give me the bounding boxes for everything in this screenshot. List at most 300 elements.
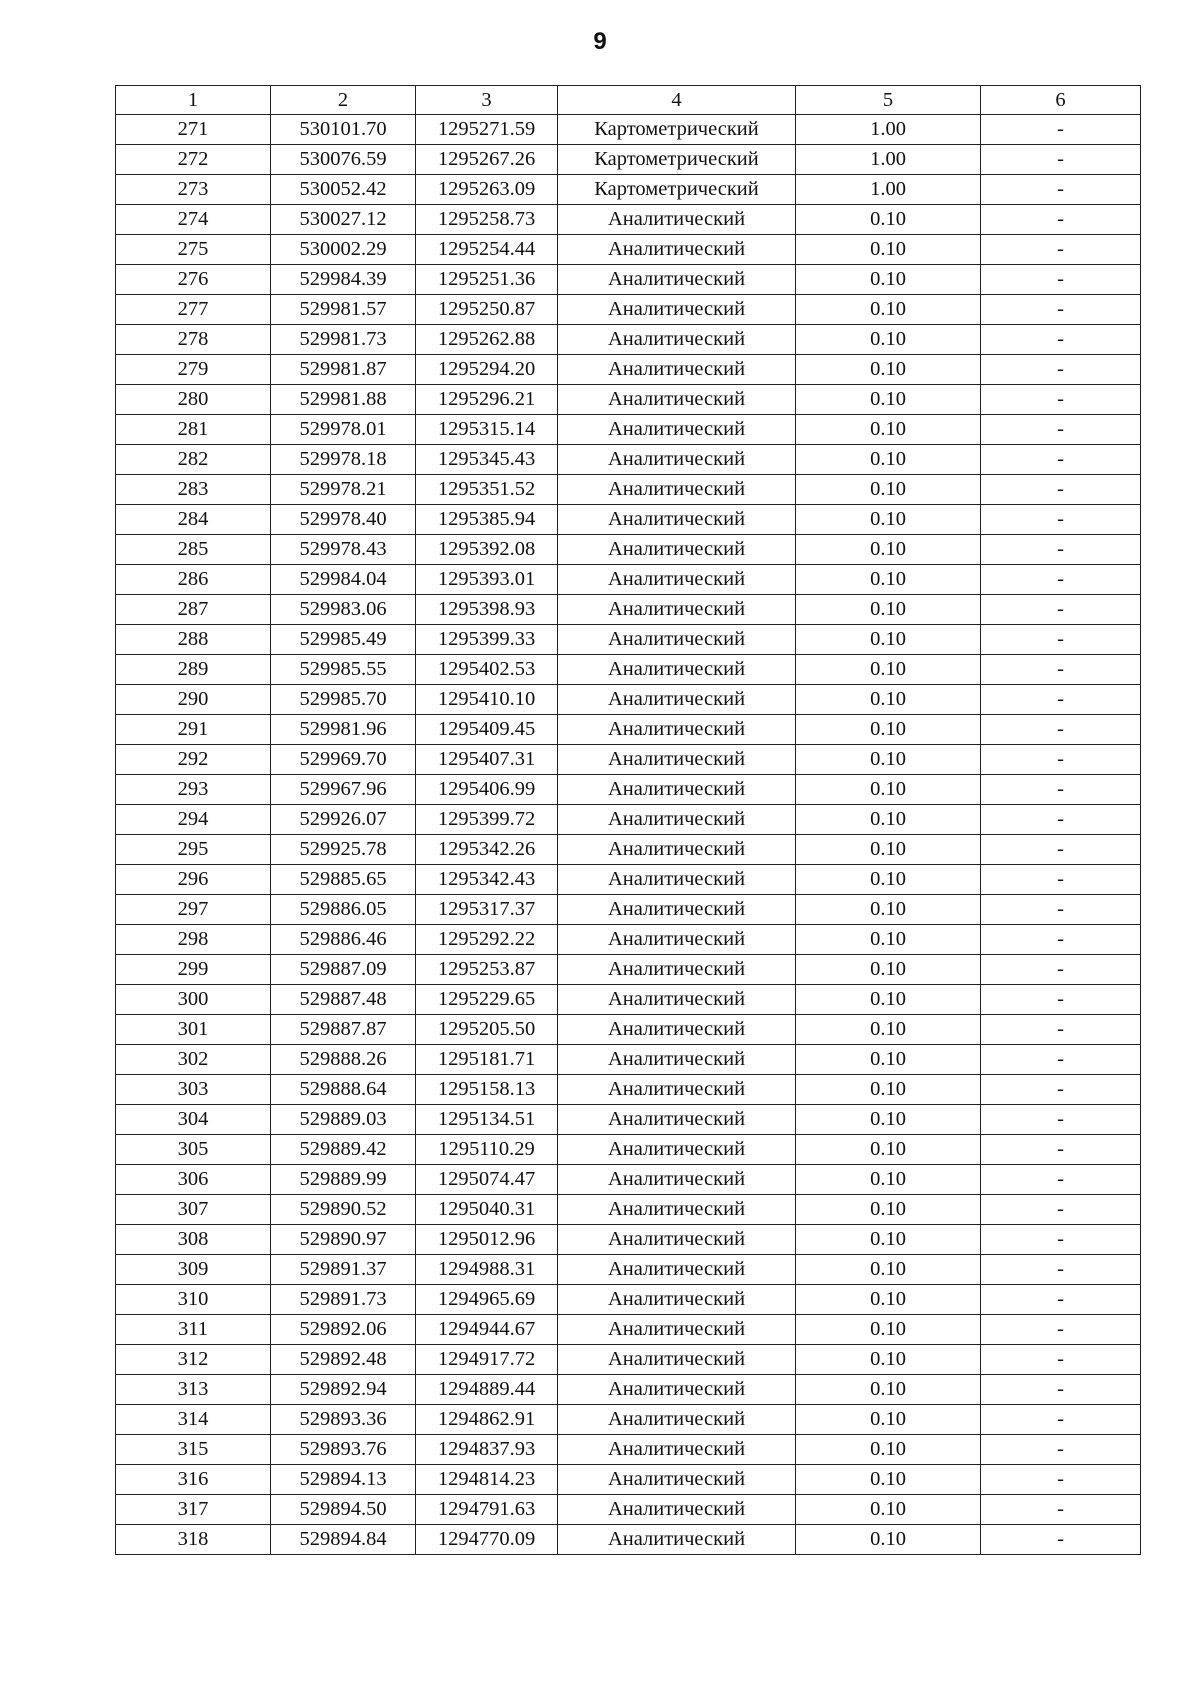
note-cell: - (981, 505, 1141, 535)
point-number-cell: 284 (116, 505, 271, 535)
note-cell: - (981, 1345, 1141, 1375)
point-number-cell: 313 (116, 1375, 271, 1405)
x-coordinate-cell: 529926.07 (271, 805, 416, 835)
y-coordinate-cell: 1295296.21 (416, 385, 558, 415)
method-cell: Аналитический (558, 445, 796, 475)
point-number-cell: 308 (116, 1225, 271, 1255)
point-number-cell: 316 (116, 1465, 271, 1495)
accuracy-cell: 0.10 (796, 295, 981, 325)
x-coordinate-cell: 529983.06 (271, 595, 416, 625)
accuracy-cell: 0.10 (796, 1465, 981, 1495)
point-number-cell: 304 (116, 1105, 271, 1135)
note-cell: - (981, 325, 1141, 355)
accuracy-cell: 0.10 (796, 1135, 981, 1165)
note-cell: - (981, 205, 1141, 235)
method-cell: Аналитический (558, 385, 796, 415)
table-row (116, 595, 1141, 625)
table-row (116, 145, 1141, 175)
table-body (116, 115, 1141, 1555)
y-coordinate-cell: 1295407.31 (416, 745, 558, 775)
note-cell: - (981, 1465, 1141, 1495)
note-cell: - (981, 265, 1141, 295)
point-number-cell: 301 (116, 1015, 271, 1045)
x-coordinate-cell: 530101.70 (271, 115, 416, 145)
y-coordinate-cell: 1295315.14 (416, 415, 558, 445)
method-cell: Аналитический (558, 1525, 796, 1555)
accuracy-cell: 0.10 (796, 385, 981, 415)
note-cell: - (981, 955, 1141, 985)
accuracy-cell: 0.10 (796, 775, 981, 805)
y-coordinate-cell: 1295409.45 (416, 715, 558, 745)
table-row (116, 775, 1141, 805)
y-coordinate-cell: 1295074.47 (416, 1165, 558, 1195)
method-cell: Аналитический (558, 595, 796, 625)
table-row (116, 355, 1141, 385)
note-cell: - (981, 1495, 1141, 1525)
point-number-cell: 303 (116, 1075, 271, 1105)
table-row (116, 295, 1141, 325)
x-coordinate-cell: 529985.70 (271, 685, 416, 715)
note-cell: - (981, 175, 1141, 205)
column-header-4: 4 (558, 86, 796, 115)
y-coordinate-cell: 1295253.87 (416, 955, 558, 985)
note-cell: - (981, 1285, 1141, 1315)
point-number-cell: 277 (116, 295, 271, 325)
y-coordinate-cell: 1294862.91 (416, 1405, 558, 1435)
point-number-cell: 290 (116, 685, 271, 715)
table-row (116, 715, 1141, 745)
table-row (116, 1195, 1141, 1225)
accuracy-cell: 0.10 (796, 865, 981, 895)
table-row (116, 1495, 1141, 1525)
accuracy-cell: 0.10 (796, 235, 981, 265)
method-cell: Аналитический (558, 1465, 796, 1495)
point-number-cell: 283 (116, 475, 271, 505)
table-row (116, 475, 1141, 505)
accuracy-cell: 0.10 (796, 715, 981, 745)
x-coordinate-cell: 529981.88 (271, 385, 416, 415)
point-number-cell: 276 (116, 265, 271, 295)
note-cell: - (981, 385, 1141, 415)
x-coordinate-cell: 529888.26 (271, 1045, 416, 1075)
note-cell: - (981, 595, 1141, 625)
note-cell: - (981, 1255, 1141, 1285)
table-row (116, 1375, 1141, 1405)
x-coordinate-cell: 529985.49 (271, 625, 416, 655)
method-cell: Аналитический (558, 1135, 796, 1165)
x-coordinate-cell: 529889.42 (271, 1135, 416, 1165)
accuracy-cell: 0.10 (796, 415, 981, 445)
table-row (116, 1105, 1141, 1135)
note-cell: - (981, 1525, 1141, 1555)
y-coordinate-cell: 1294917.72 (416, 1345, 558, 1375)
y-coordinate-cell: 1294889.44 (416, 1375, 558, 1405)
point-number-cell: 280 (116, 385, 271, 415)
point-number-cell: 281 (116, 415, 271, 445)
note-cell: - (981, 475, 1141, 505)
point-number-cell: 314 (116, 1405, 271, 1435)
column-header-1: 1 (116, 86, 271, 115)
point-number-cell: 292 (116, 745, 271, 775)
method-cell: Аналитический (558, 1255, 796, 1285)
point-number-cell: 291 (116, 715, 271, 745)
table-row (116, 325, 1141, 355)
accuracy-cell: 0.10 (796, 1165, 981, 1195)
table-row (116, 895, 1141, 925)
x-coordinate-cell: 529892.94 (271, 1375, 416, 1405)
method-cell: Аналитический (558, 1495, 796, 1525)
point-number-cell: 285 (116, 535, 271, 565)
x-coordinate-cell: 529967.96 (271, 775, 416, 805)
note-cell: - (981, 805, 1141, 835)
method-cell: Аналитический (558, 505, 796, 535)
point-number-cell: 273 (116, 175, 271, 205)
x-coordinate-cell: 529978.40 (271, 505, 416, 535)
x-coordinate-cell: 529894.50 (271, 1495, 416, 1525)
accuracy-cell: 0.10 (796, 805, 981, 835)
y-coordinate-cell: 1295292.22 (416, 925, 558, 955)
accuracy-cell: 0.10 (796, 1435, 981, 1465)
x-coordinate-cell: 529885.65 (271, 865, 416, 895)
table-header (116, 86, 1141, 115)
table-row (116, 1015, 1141, 1045)
accuracy-cell: 0.10 (796, 1225, 981, 1255)
y-coordinate-cell: 1295271.59 (416, 115, 558, 145)
y-coordinate-cell: 1295134.51 (416, 1105, 558, 1135)
y-coordinate-cell: 1295342.26 (416, 835, 558, 865)
note-cell: - (981, 715, 1141, 745)
accuracy-cell: 0.10 (796, 1045, 981, 1075)
point-number-cell: 300 (116, 985, 271, 1015)
y-coordinate-cell: 1295229.65 (416, 985, 558, 1015)
accuracy-cell: 0.10 (796, 1345, 981, 1375)
table-row (116, 565, 1141, 595)
y-coordinate-cell: 1295410.10 (416, 685, 558, 715)
method-cell: Аналитический (558, 415, 796, 445)
note-cell: - (981, 1435, 1141, 1465)
note-cell: - (981, 745, 1141, 775)
y-coordinate-cell: 1295158.13 (416, 1075, 558, 1105)
point-number-cell: 302 (116, 1045, 271, 1075)
point-number-cell: 294 (116, 805, 271, 835)
method-cell: Аналитический (558, 1225, 796, 1255)
point-number-cell: 293 (116, 775, 271, 805)
point-number-cell: 275 (116, 235, 271, 265)
note-cell: - (981, 685, 1141, 715)
x-coordinate-cell: 529892.48 (271, 1345, 416, 1375)
note-cell: - (981, 985, 1141, 1015)
page-number: 9 (593, 28, 607, 55)
y-coordinate-cell: 1295262.88 (416, 325, 558, 355)
table-row (116, 1225, 1141, 1255)
point-number-cell: 312 (116, 1345, 271, 1375)
accuracy-cell: 0.10 (796, 1495, 981, 1525)
note-cell: - (981, 1075, 1141, 1105)
accuracy-cell: 0.10 (796, 445, 981, 475)
table-row (116, 385, 1141, 415)
note-cell: - (981, 1405, 1141, 1435)
table-row (116, 805, 1141, 835)
accuracy-cell: 1.00 (796, 115, 981, 145)
y-coordinate-cell: 1295399.33 (416, 625, 558, 655)
y-coordinate-cell: 1295406.99 (416, 775, 558, 805)
note-cell: - (981, 865, 1141, 895)
coordinates-table (115, 85, 1141, 1555)
point-number-cell: 282 (116, 445, 271, 475)
accuracy-cell: 0.10 (796, 1285, 981, 1315)
accuracy-cell: 0.10 (796, 355, 981, 385)
method-cell: Аналитический (558, 355, 796, 385)
x-coordinate-cell: 529890.97 (271, 1225, 416, 1255)
note-cell: - (981, 445, 1141, 475)
y-coordinate-cell: 1295012.96 (416, 1225, 558, 1255)
method-cell: Аналитический (558, 745, 796, 775)
point-number-cell: 274 (116, 205, 271, 235)
note-cell: - (981, 625, 1141, 655)
x-coordinate-cell: 529887.09 (271, 955, 416, 985)
method-cell: Аналитический (558, 295, 796, 325)
point-number-cell: 307 (116, 1195, 271, 1225)
x-coordinate-cell: 529925.78 (271, 835, 416, 865)
table-row (116, 445, 1141, 475)
y-coordinate-cell: 1295385.94 (416, 505, 558, 535)
accuracy-cell: 0.10 (796, 1015, 981, 1045)
accuracy-cell: 0.10 (796, 565, 981, 595)
note-cell: - (981, 1195, 1141, 1225)
method-cell: Картометрический (558, 115, 796, 145)
x-coordinate-cell: 529889.03 (271, 1105, 416, 1135)
note-cell: - (981, 295, 1141, 325)
y-coordinate-cell: 1295393.01 (416, 565, 558, 595)
method-cell: Аналитический (558, 925, 796, 955)
note-cell: - (981, 1225, 1141, 1255)
x-coordinate-cell: 529887.48 (271, 985, 416, 1015)
table-row (116, 1405, 1141, 1435)
method-cell: Аналитический (558, 715, 796, 745)
table-row (116, 1465, 1141, 1495)
accuracy-cell: 0.10 (796, 1315, 981, 1345)
accuracy-cell: 0.10 (796, 955, 981, 985)
table-row (116, 1525, 1141, 1555)
point-number-cell: 272 (116, 145, 271, 175)
point-number-cell: 310 (116, 1285, 271, 1315)
point-number-cell: 286 (116, 565, 271, 595)
accuracy-cell: 0.10 (796, 1405, 981, 1435)
table-row (116, 655, 1141, 685)
accuracy-cell: 0.10 (796, 685, 981, 715)
table-row (116, 985, 1141, 1015)
accuracy-cell: 0.10 (796, 925, 981, 955)
method-cell: Аналитический (558, 1045, 796, 1075)
method-cell: Аналитический (558, 985, 796, 1015)
method-cell: Картометрический (558, 175, 796, 205)
note-cell: - (981, 355, 1141, 385)
table-row (116, 865, 1141, 895)
method-cell: Аналитический (558, 1435, 796, 1465)
accuracy-cell: 0.10 (796, 895, 981, 925)
table-row (116, 625, 1141, 655)
method-cell: Аналитический (558, 1345, 796, 1375)
accuracy-cell: 0.10 (796, 1075, 981, 1105)
table-row (116, 685, 1141, 715)
point-number-cell: 305 (116, 1135, 271, 1165)
x-coordinate-cell: 529890.52 (271, 1195, 416, 1225)
y-coordinate-cell: 1295342.43 (416, 865, 558, 895)
table-row (116, 115, 1141, 145)
method-cell: Аналитический (558, 835, 796, 865)
table-row (116, 745, 1141, 775)
method-cell: Аналитический (558, 475, 796, 505)
method-cell: Аналитический (558, 1375, 796, 1405)
point-number-cell: 271 (116, 115, 271, 145)
method-cell: Аналитический (558, 775, 796, 805)
method-cell: Аналитический (558, 565, 796, 595)
y-coordinate-cell: 1295040.31 (416, 1195, 558, 1225)
table-row (116, 1285, 1141, 1315)
x-coordinate-cell: 529969.70 (271, 745, 416, 775)
method-cell: Картометрический (558, 145, 796, 175)
x-coordinate-cell: 529888.64 (271, 1075, 416, 1105)
accuracy-cell: 0.10 (796, 265, 981, 295)
point-number-cell: 288 (116, 625, 271, 655)
x-coordinate-cell: 529981.87 (271, 355, 416, 385)
y-coordinate-cell: 1294988.31 (416, 1255, 558, 1285)
x-coordinate-cell: 529889.99 (271, 1165, 416, 1195)
accuracy-cell: 0.10 (796, 505, 981, 535)
table-row (116, 265, 1141, 295)
note-cell: - (981, 415, 1141, 445)
table-row (116, 1435, 1141, 1465)
y-coordinate-cell: 1295251.36 (416, 265, 558, 295)
method-cell: Аналитический (558, 865, 796, 895)
accuracy-cell: 1.00 (796, 145, 981, 175)
x-coordinate-cell: 529894.84 (271, 1525, 416, 1555)
y-coordinate-cell: 1295317.37 (416, 895, 558, 925)
x-coordinate-cell: 529981.96 (271, 715, 416, 745)
table-row (116, 1345, 1141, 1375)
point-number-cell: 311 (116, 1315, 271, 1345)
note-cell: - (981, 1105, 1141, 1135)
table-row (116, 1075, 1141, 1105)
accuracy-cell: 0.10 (796, 595, 981, 625)
point-number-cell: 309 (116, 1255, 271, 1285)
accuracy-cell: 0.10 (796, 1105, 981, 1135)
y-coordinate-cell: 1295258.73 (416, 205, 558, 235)
y-coordinate-cell: 1295110.29 (416, 1135, 558, 1165)
point-number-cell: 289 (116, 655, 271, 685)
method-cell: Аналитический (558, 805, 796, 835)
method-cell: Аналитический (558, 235, 796, 265)
column-header-5: 5 (796, 86, 981, 115)
y-coordinate-cell: 1295267.26 (416, 145, 558, 175)
table-row (116, 1045, 1141, 1075)
x-coordinate-cell: 530076.59 (271, 145, 416, 175)
note-cell: - (981, 925, 1141, 955)
y-coordinate-cell: 1294837.93 (416, 1435, 558, 1465)
note-cell: - (981, 895, 1141, 925)
x-coordinate-cell: 529981.73 (271, 325, 416, 355)
note-cell: - (981, 655, 1141, 685)
accuracy-cell: 0.10 (796, 655, 981, 685)
table-row (116, 1255, 1141, 1285)
column-header-2: 2 (271, 86, 416, 115)
point-number-cell: 318 (116, 1525, 271, 1555)
table-row (116, 925, 1141, 955)
method-cell: Аналитический (558, 1015, 796, 1045)
method-cell: Аналитический (558, 1405, 796, 1435)
table-row (116, 1135, 1141, 1165)
note-cell: - (981, 535, 1141, 565)
point-number-cell: 315 (116, 1435, 271, 1465)
method-cell: Аналитический (558, 325, 796, 355)
x-coordinate-cell: 529978.18 (271, 445, 416, 475)
table-row (116, 535, 1141, 565)
accuracy-cell: 0.10 (796, 625, 981, 655)
column-header-3: 3 (416, 86, 558, 115)
y-coordinate-cell: 1295250.87 (416, 295, 558, 325)
point-number-cell: 278 (116, 325, 271, 355)
table-row (116, 955, 1141, 985)
y-coordinate-cell: 1294770.09 (416, 1525, 558, 1555)
point-number-cell: 299 (116, 955, 271, 985)
x-coordinate-cell: 529887.87 (271, 1015, 416, 1045)
accuracy-cell: 0.10 (796, 985, 981, 1015)
point-number-cell: 287 (116, 595, 271, 625)
accuracy-cell: 0.10 (796, 1525, 981, 1555)
y-coordinate-cell: 1295263.09 (416, 175, 558, 205)
accuracy-cell: 0.10 (796, 205, 981, 235)
accuracy-cell: 0.10 (796, 1255, 981, 1285)
note-cell: - (981, 1315, 1141, 1345)
x-coordinate-cell: 529891.37 (271, 1255, 416, 1285)
method-cell: Аналитический (558, 1285, 796, 1315)
method-cell: Аналитический (558, 1105, 796, 1135)
method-cell: Аналитический (558, 1195, 796, 1225)
x-coordinate-cell: 529981.57 (271, 295, 416, 325)
accuracy-cell: 1.00 (796, 175, 981, 205)
note-cell: - (981, 835, 1141, 865)
method-cell: Аналитический (558, 685, 796, 715)
note-cell: - (981, 565, 1141, 595)
note-cell: - (981, 115, 1141, 145)
y-coordinate-cell: 1294814.23 (416, 1465, 558, 1495)
x-coordinate-cell: 530002.29 (271, 235, 416, 265)
y-coordinate-cell: 1295399.72 (416, 805, 558, 835)
method-cell: Аналитический (558, 655, 796, 685)
accuracy-cell: 0.10 (796, 475, 981, 505)
note-cell: - (981, 775, 1141, 805)
point-number-cell: 296 (116, 865, 271, 895)
accuracy-cell: 0.10 (796, 745, 981, 775)
x-coordinate-cell: 529886.05 (271, 895, 416, 925)
x-coordinate-cell: 529893.36 (271, 1405, 416, 1435)
x-coordinate-cell: 529891.73 (271, 1285, 416, 1315)
method-cell: Аналитический (558, 1165, 796, 1195)
method-cell: Аналитический (558, 265, 796, 295)
table-row (116, 835, 1141, 865)
note-cell: - (981, 1375, 1141, 1405)
point-number-cell: 306 (116, 1165, 271, 1195)
x-coordinate-cell: 529894.13 (271, 1465, 416, 1495)
table-row (116, 1165, 1141, 1195)
x-coordinate-cell: 530052.42 (271, 175, 416, 205)
y-coordinate-cell: 1295205.50 (416, 1015, 558, 1045)
x-coordinate-cell: 529978.43 (271, 535, 416, 565)
x-coordinate-cell: 529978.01 (271, 415, 416, 445)
table-row (116, 415, 1141, 445)
accuracy-cell: 0.10 (796, 835, 981, 865)
note-cell: - (981, 1135, 1141, 1165)
